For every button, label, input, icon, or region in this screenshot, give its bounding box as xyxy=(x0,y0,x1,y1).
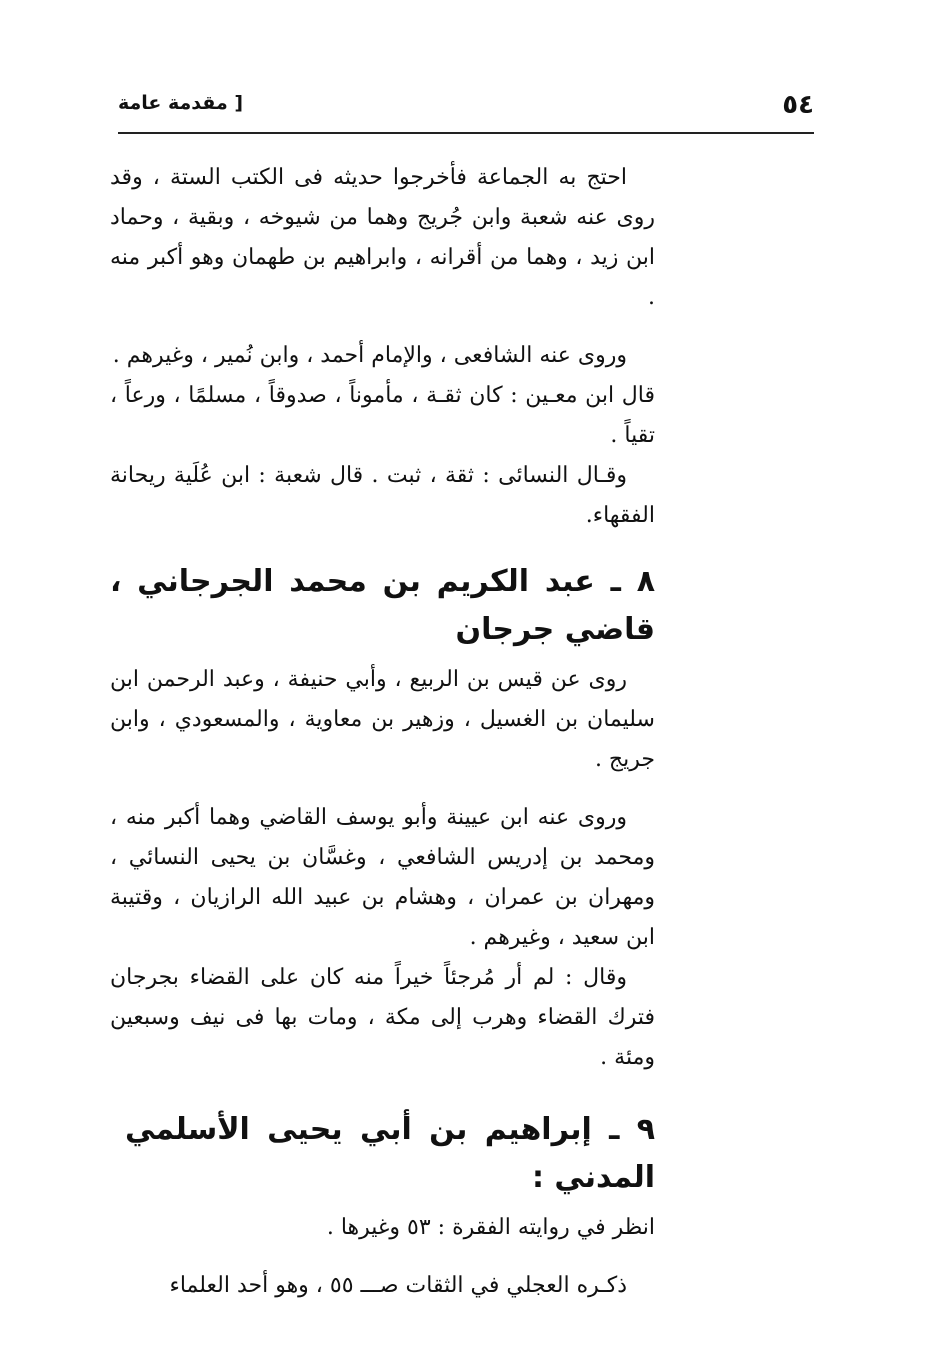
entry-heading-8: ٨ ـ عبد الكريم بن محمد الجرجاني ، قاضي جرجان xyxy=(110,564,655,647)
page-body xyxy=(110,158,655,1306)
paragraph: احتج به الجماعة فأخرجوا حديثه فى الكتب الستة ، وقد روى عنه شعبة وابن جُريج وهما من شيوخه ، وبقية ، وحماد ابن زيد ، وهما من أقرانه ، وابراهيم بن طهمان وهو أكبر منه . xyxy=(110,165,655,310)
paragraph: وروى عنه ابن عيينة وأبو يوسف القاضي وهما أكبر منه ، ومحمد بن إدريس الشافعي ، وغسَّان بن يحيى النسائي ، ومهران بن عمران ، وهشام بن عبيد الله الرازيان ، وقتيبة ابن سعيد ، وغيرهم . xyxy=(110,805,655,950)
paragraph: روى عن قيس بن الربيع ، وأبي حنيفة ، وعبد الرحمن ابن سليمان بن الغسيل ، وزهير بن معاوية ، والمسعودي ، وابن جريج . xyxy=(110,667,655,772)
paragraph: ذكـره العجلي في الثقات صـــ ٥٥ ، وهو أحد العلماء xyxy=(169,1273,627,1298)
running-head: [ مقدمة عامة xyxy=(118,92,244,114)
paragraph: وقال : لم أر مُرجئاً خيراً منه كان على القضاء بجرجان فترك القضاء وهرب إلى مكة ، ومات بها فى نيف وسبعين ومئة . xyxy=(110,965,655,1070)
page-header xyxy=(118,82,814,134)
paragraph: وروى عنه الشافعى ، والإمام أحمد ، وابن نُمير ، وغيرهم . xyxy=(112,343,627,368)
paragraph: وقـال النسائى : ثقة ، ثبت . قال شعبة : ابن عُلَية ريحانة الفقهاء. xyxy=(110,463,655,528)
paragraph: قال ابن معـين : كان ثقـة ، مأموناً ، صدوقاً ، مسلمًا ، ورعاً ، تقياً . xyxy=(110,383,655,448)
entry-heading-9: ٩ ـ إبراهيم بن أبي يحيى الأسلمي المدني : xyxy=(125,1112,655,1195)
entry-9 xyxy=(125,1106,655,1306)
paragraph: انظر في روايته الفقرة : ٥٣ وغيرها . xyxy=(326,1215,655,1240)
page-number: ٥٤ xyxy=(782,90,814,120)
